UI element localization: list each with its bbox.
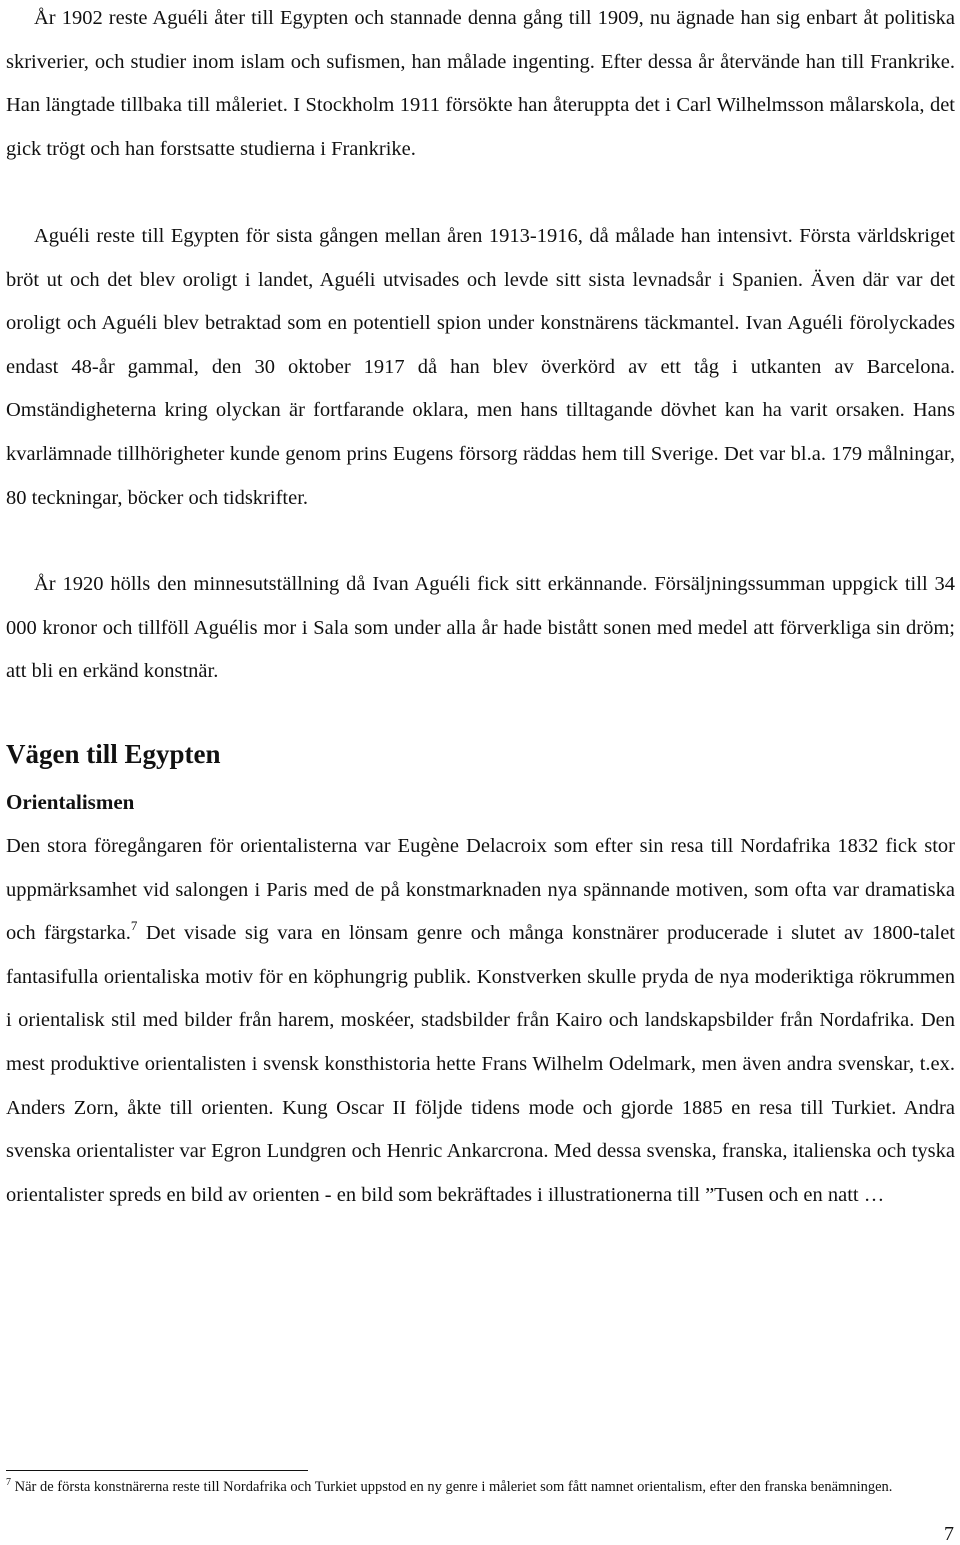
paragraph-orientalism	[6, 825, 955, 1217]
footnote-number: 7	[6, 1477, 11, 1488]
subsection-heading: Orientalismen	[6, 790, 135, 814]
page-number: 7	[944, 1523, 954, 1545]
paragraph-agueli-return-egypt: År 1902 reste Aguéli åter till Egypten och stannade denna gång till 1909, nu ägnade han sig enbart åt politiska skriverier, och studier inom islam och sufismen, han målade ingenting. Efter dessa år återvände han till Frankrike. Han längtade tillbaka till måleriet. I Stockholm 1911 försökte han återuppta det i Carl Wilhelmsson målarskola, det gick trögt och han forstsatte studierna i Frankrike.	[6, 7, 955, 160]
footnote-reference[interactable]: 7	[130, 918, 138, 934]
paragraph-orientalism-part2: Det visade sig vara en lönsam genre och många konstnärer producerade i slutet av 1800-talet fantasifulla orientaliska motiv för en köphungrig publik. Konstverken skulle pryda de nya moderiktiga rökrummen i orientalisk stil med bilder från harem, moskéer, stadsbilder från Kairo och landskapsbilder från Nordafrika. Den mest produktive orientalisten i svensk konsthistoria hette Frans Wilhelm Odelmark, men även andra svenskar, t.ex. Anders Zorn, åkte till orienten. Kung Oscar II följde tidens mode och gjorde 1885 en resa till Turkiet. Andra svenska orientalister var Egron Lundgren och Henric Ankarcrona. Med dessa svenska, franska, italienska och tyska orientalister spreds en bild av orienten - en bild som bekräftades i illustrationerna till ”Tusen och en natt …	[6, 922, 955, 1206]
footnote-text: När de första konstnärerna reste till Nordafrika och Turkiet uppstod en ny genre i måleriet som fått namnet orientalism, efter den franska benämningen.	[11, 1479, 893, 1495]
footnote	[6, 1477, 955, 1498]
footnote-separator	[6, 1470, 308, 1471]
paragraph-last-years: Aguéli reste till Egypten för sista gången mellan åren 1913-1916, då målade han intensivt. Första världskriget bröt ut och det blev oroligt i landet, Aguéli utvisades och levde sitt sista levnadsår i Spanien. Även där var det oroligt och Aguéli blev betraktad som en potentiell spion under konstnärens täckmantel. Ivan Aguéli förolyckades endast 48-år gammal, den 30 oktober 1917 då han blev överkörd av ett tåg i utkanten av Barcelona. Omständigheterna kring olyckan är fortfarande oklara, men hans tilltagande dövhet kan ha varit orsaken. Hans kvarlämnade tillhörigheter kunde genom prins Eugens försorg räddas hem till Sverige. Det var bl.a. 179 målningar, 80 teckningar, böcker och tidskrifter.	[6, 225, 955, 509]
section-heading: Vägen till Egypten	[6, 739, 221, 769]
paragraph-orientalism-part1: Den stora föregångaren för orientalisterna var Eugène Delacroix som efter sin resa till Nordafrika 1832 fick stor uppmärksamhet vid salongen i Paris med de på konstmarknaden nya spännande motiven, som ofta var dramatiska och färgstarka.	[6, 835, 955, 945]
paragraph-memorial-exhibition: År 1920 hölls den minnesutställning då Ivan Aguéli fick sitt erkännande. Försäljningssumman uppgick till 34 000 kronor och tillföll Aguélis mor i Sala som under alla år hade bistått sonen med medel att förverkliga sin dröm; att bli en erkänd konstnär.	[6, 573, 955, 683]
